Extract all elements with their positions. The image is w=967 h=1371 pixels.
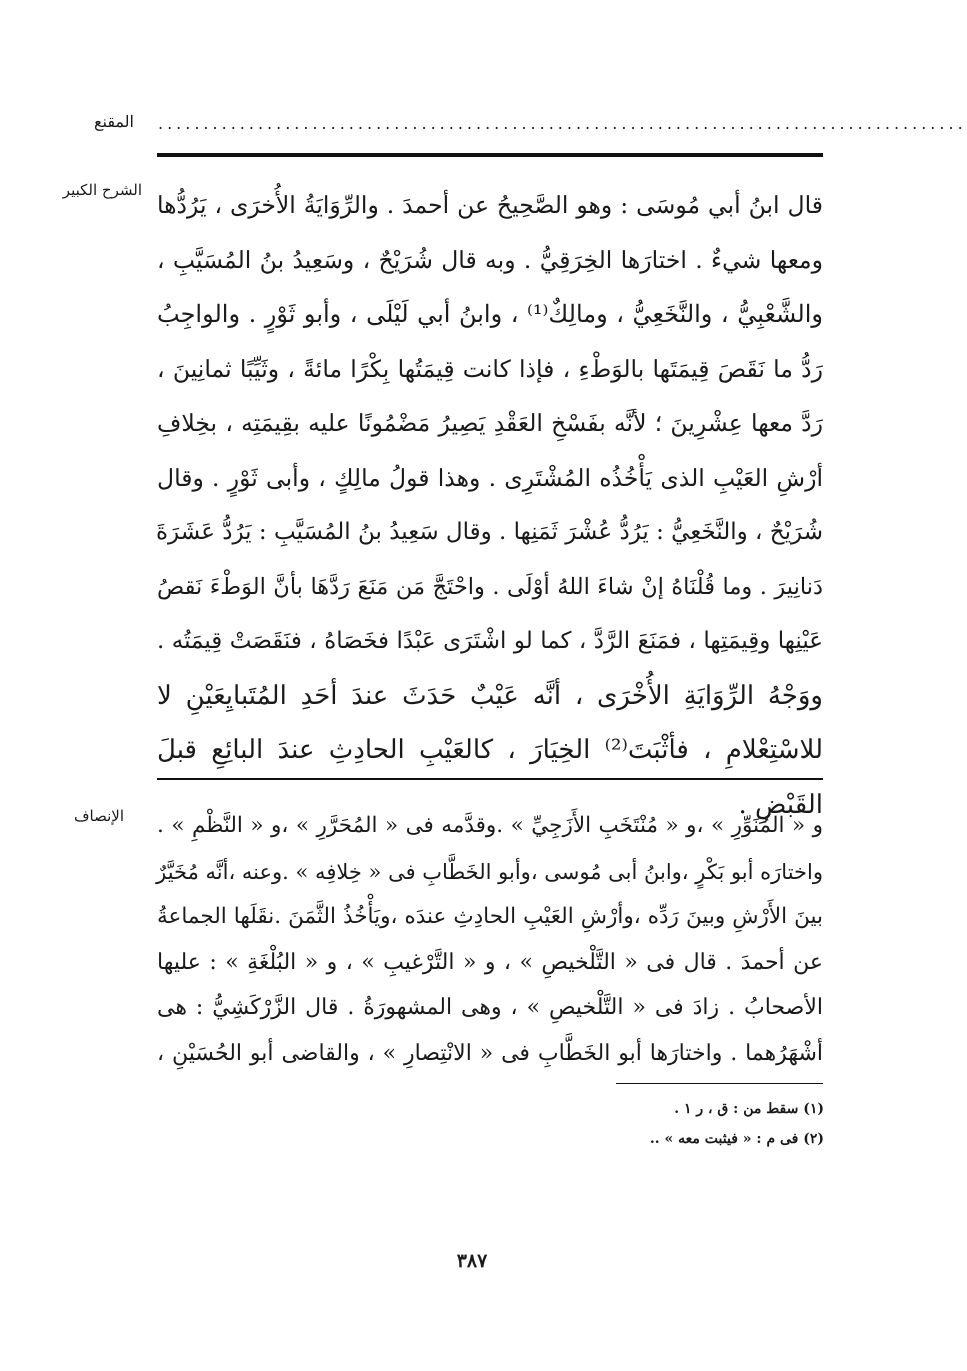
footnote-1: (١) سقط من : ق ، ر ١ .: [674, 1101, 824, 1117]
main-text-line: أرْشِ العَيْبِ الذى يَأْخُذُه المُشْتَرِى . وهذا قولُ مالِكٍ ، وأبى ثَوْرٍ . وقال: [157, 463, 823, 492]
main-text-line: القَبْضِ .: [738, 789, 823, 820]
insaf-text-line: واختارَه أبو بَكْرٍ ،وابنُ أبى مُوسى ،وأبو الخَطَّابِ فى « خِلافِه » .وعنه ،أنَّه مُخَيَّرٌ: [156, 859, 823, 884]
main-text-line: دَنانِيرَ . وما قُلْنَاهُ إنْ شاءَ اللهُ أوْلَى . واحْتَجَّ مَن مَنَعَ رَدَّهَا بأنَّ الوَطْءَ نَقصُ: [157, 573, 823, 600]
footnote-2: (٢) فى م : « فيثبت معه » ..: [649, 1131, 824, 1147]
main-text-line: رَدَّ معها عِشْرِينَ ؛ لأنَّه بفَسْخِ العَقْدِ يَصِيرُ مَضْمُونًا عليه بقِيمَتِه ، بخِلافِ: [157, 409, 823, 437]
main-text-line: والشَّعْبِيُّ ، والنَّخَعِيُّ ، ومالِكٌ⁽¹⁾ ، وابنُ أبي لَيْلَى ، وأبو ثَوْرٍ . والواجِبُ: [157, 300, 824, 328]
main-text-line: قال ابنُ أبي مُوسَى : وهو الصَّحِيحُ عن أحمدَ . والرِّوَايَةُ الأُخرَى ، يَرُدُّها: [157, 191, 823, 219]
insaf-text-line: الأصحابُ . زادَ فى « التَّلْخيصِ » ، وهى المشهورَةُ . قال الزَّرْكَشِيُّ : هى: [157, 995, 823, 1020]
main-text-line: عَيْنِها وقِيمَتِها ، فمَنَعَ الرَّدَّ ، كما لو اشْتَرَى عَبْدًا فخَصَاهُ ، فنَقَصَتْ قِيمَتُه .: [157, 628, 823, 654]
header-rule: [157, 153, 823, 157]
margin-label-insaf: الإنصاف: [73, 807, 124, 825]
insaf-text-line: أشْهَرُهما . واختارَها أبو الخَطَّابِ فى « الانْتِصارِ » ، والقاضى أبو الحُسَيْنِ ،: [157, 1040, 824, 1066]
page-number: ٣٨٧: [456, 1250, 488, 1272]
running-title: المقنع: [93, 112, 134, 131]
footnote-rule: [616, 1083, 823, 1084]
main-text-line: ووَجْهُ الرِّوَايَةِ الأُخْرَى ، أنَّه عَيْبٌ حَدَثَ عندَ أحَدِ المُتَبايِعَيْنِ لا: [157, 680, 823, 711]
section-divider-rule: [157, 778, 823, 780]
insaf-text-line: بينَ الأَرْشِ وبينَ رَدِّه ،وأرْشِ العَيْبِ الحادِثِ عندَه ،ويَأْخُذُ الثَّمَنَ .نقَلَها الجماعةُ: [157, 904, 823, 929]
header-dot-leader: .........................................................................................: [158, 114, 967, 133]
main-text-line: رَدُّ ما نَقَصَ قِيمَتَها بالوَطْءِ ، فإذا كانت قِيمَتُها بِكْرًا مائةً ، وثَيِّبًا ثمانِينَ ،: [157, 354, 823, 383]
margin-label-sharh: الشرح الكبير: [62, 181, 142, 199]
main-text-line: للاسْتِعْلامِ ، فأثْبَتَ⁽²⁾ الخِيَارَ ، كالعَيْبِ الحادِثِ عندَ البائِعِ قبلَ: [157, 735, 823, 765]
insaf-text-line: و « المُنَوِّرِ » ،و « مُنْتَخَبِ الأَزَجِيِّ » .وقدَّمه فى « المُحَرَّرِ » ،و « النَّظْمِ » .: [157, 813, 823, 838]
main-text-block: [157, 180, 823, 834]
main-text-line: ومعها شيءٌ . اختارَها الخِرَقِيُّ . وبه قال شُرَيْحٌ ، وسَعِيدُ بنُ المُسَيَّبِ ،: [157, 245, 823, 274]
insaf-text-block: [157, 805, 823, 1078]
footnotes: [470, 1094, 824, 1154]
main-text-line: شُرَيْحٌ ، والنَّخَعِيُّ : يَرُدُّ عُشْرَ ثَمَنِها . وقال سَعِيدُ بنُ المُسَيَّبِ : يَرُدُّ عَشَرَةَ: [155, 519, 823, 545]
insaf-text-line: عن أحمدَ . قال فى « التَّلْخيصِ » ، و « التَّرْغيبِ » ، و « البُلْغَةِ » : عليها: [157, 949, 823, 975]
